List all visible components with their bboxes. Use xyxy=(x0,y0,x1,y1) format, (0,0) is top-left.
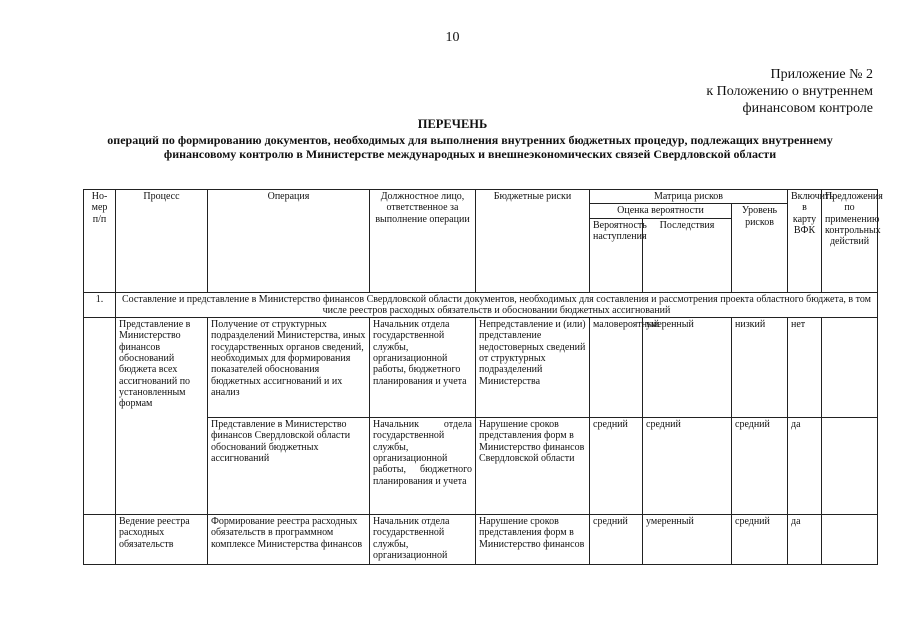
risk-cell: Непредставление и (или) представление недостоверных сведений от структурных подразделений Министерства xyxy=(476,318,590,418)
table-row xyxy=(84,318,878,418)
header-probability: Вероятность наступления xyxy=(590,218,643,292)
official-cell: Начальник отдела государственной службы, организационной xyxy=(370,515,476,565)
operations-table xyxy=(83,189,883,565)
process-cell: Представление в Министерство финансов обоснований бюджета всех ассигнований по установленным формам xyxy=(116,318,208,515)
section-row xyxy=(84,292,878,318)
document-subtitle: операций по формированию документов, необходимых для выполнения внутренних бюджетных процедур, подлежащих внутреннему финансовому контролю в Министерстве международных и внешнеэкономических связей Свердловской области xyxy=(107,133,833,161)
operation-cell: Получение от структурных подразделений Министерства, иных государственных органов сведений, необходимых для формирования показателей обоснования бюджетных ассигнований и их анализ xyxy=(208,318,370,418)
include-map-cell: да xyxy=(788,418,822,515)
header-consequences: Последствия xyxy=(643,218,732,292)
probability-cell: маловероятный xyxy=(590,318,643,418)
document-title: ПЕРЕЧЕНЬ xyxy=(417,117,488,131)
consequences-cell: средний xyxy=(643,418,732,515)
risk-level-cell: средний xyxy=(732,515,788,565)
consequences-cell: умеренный xyxy=(643,318,732,418)
header-row-1 xyxy=(84,190,878,204)
official-cell: Начальник отдела государственной службы, организационной работы, бюджетного планирования и учета xyxy=(370,318,476,418)
proposals-cell xyxy=(822,418,878,515)
header-risk-level: Уровень рисков xyxy=(732,204,788,292)
appendix-line-1: Приложение № 2 xyxy=(770,67,873,82)
row-number-cell xyxy=(84,318,116,515)
header-matrix: Матрица рисков xyxy=(590,190,788,204)
process-cell: Ведение реестра расходных обязательств xyxy=(116,515,208,565)
table-row xyxy=(84,515,878,565)
header-proposals: Предложения по применению контрольных действий xyxy=(822,190,878,293)
header-include-map: Включить в карту ВФК xyxy=(788,190,822,293)
operation-cell: Представление в Министерство финансов Свердловской области обоснований бюджетных ассигнований xyxy=(208,418,370,515)
section-number: 1. xyxy=(84,292,116,318)
probability-cell: средний xyxy=(590,515,643,565)
proposals-cell xyxy=(822,515,878,565)
include-map-cell: нет xyxy=(788,318,822,418)
header-official: Должностное лицо, ответственное за выполнение операции xyxy=(370,190,476,293)
header-risks: Бюджетные риски xyxy=(476,190,590,293)
header-probability-estimate: Оценка вероятности xyxy=(590,204,732,218)
appendix-line-2: к Положению о внутреннем xyxy=(706,84,873,99)
proposals-cell xyxy=(822,318,878,418)
probability-cell: средний xyxy=(590,418,643,515)
section-title: Составление и представление в Министерство финансов Свердловской области документов, необходимых для составления и рассмотрения проекта областного бюджета, в том числе реестров расходных обязательств и обосновании бюджетных ассигнований xyxy=(116,292,878,318)
include-map-cell: да xyxy=(788,515,822,565)
header-operation: Операция xyxy=(208,190,370,293)
official-cell: Начальник отдела государственной службы, организационной работы, бюджетного планирования и учета xyxy=(370,418,476,515)
operation-cell: Формирование реестра расходных обязательств в программном комплексе Министерства финансов xyxy=(208,515,370,565)
risk-cell: Нарушение сроков представления форм в Министерство финансов xyxy=(476,515,590,565)
risk-level-cell: низкий xyxy=(732,318,788,418)
row-number-cell xyxy=(84,515,116,565)
risk-cell: Нарушение сроков представления форм в Министерство финансов Свердловской области xyxy=(476,418,590,515)
header-process: Процесс xyxy=(116,190,208,293)
header-num: Но-мер п/п xyxy=(84,190,116,293)
appendix-block xyxy=(706,66,873,117)
risk-level-cell: средний xyxy=(732,418,788,515)
appendix-line-3: финансовом контроле xyxy=(742,101,873,116)
page-number: 10 xyxy=(445,30,460,45)
consequences-cell: умеренный xyxy=(643,515,732,565)
